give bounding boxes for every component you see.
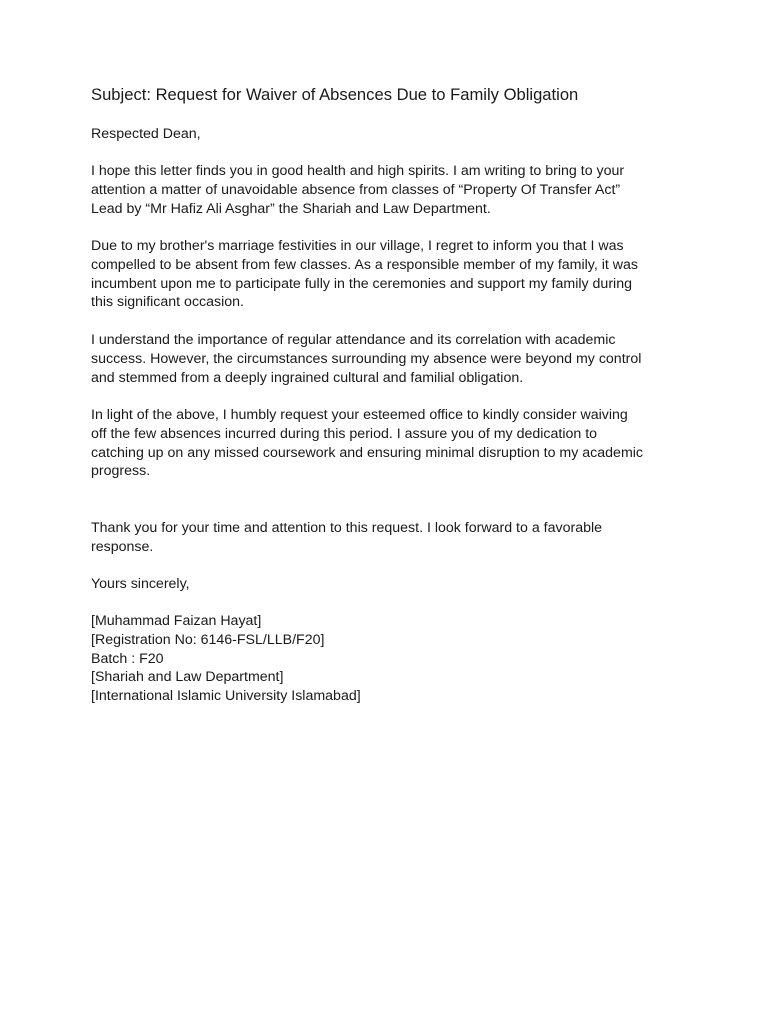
paragraph-line: progress. [91,463,151,480]
paragraph-line: catching up on any missed coursework and ensuring minimal disruption to my academic [91,444,644,461]
paragraph-thanks [91,519,691,557]
paragraph-line: In light of the above, I humbly request your esteemed office to kindly consider waiving [91,407,628,423]
letter-closing: Yours sincerely, [91,576,190,592]
paragraph-line: Lead by “Mr Hafiz Ali Asghar” the Shariah and Law Department. [91,200,491,217]
signature-block [91,612,691,706]
paragraph-understanding [91,331,691,387]
signature-registration: [Registration No: 6146-FSL/LLB/F20] [91,631,325,648]
letter-salutation: Respected Dean, [91,126,201,142]
signature-name: [Muhammad Faizan Hayat] [91,613,262,629]
paragraph-line: Due to my brother's marriage festivities in our village, I regret to inform you that I was [91,238,624,254]
paragraph-line: off the few absences incurred during this period. I assure you of my dedication to [91,425,598,442]
paragraph-line: compelled to be absent from few classes. As a responsible member of my family, it was [91,256,638,273]
paragraph-line: this significant occasion. [91,294,244,311]
paragraph-line: and stemmed from a deeply ingrained cultural and familial obligation. [91,369,524,386]
paragraph-request [91,406,691,481]
signature-university: [International Islamic University Islamabad] [91,688,361,705]
paragraph-line: success. However, the circumstances surrounding my absence were beyond my control [91,350,642,367]
paragraph-line: attention a matter of unavoidable absence from classes of “Property Of Transfer Act” [91,181,621,198]
paragraph-line: incumbent upon me to participate fully in the ceremonies and support my family during [91,275,632,292]
paragraph-line: response. [91,538,154,555]
paragraph-intro [91,162,691,218]
paragraph-reason [91,237,691,312]
paragraph-line: I understand the importance of regular attendance and its correlation with academic [91,332,616,348]
signature-batch: Batch : F20 [91,650,164,667]
signature-department: [Shariah and Law Department] [91,669,284,686]
paragraph-line: I hope this letter finds you in good health and high spirits. I am writing to bring to your [91,163,625,179]
paragraph-line: Thank you for your time and attention to this request. I look forward to a favorable [91,520,603,536]
letter-subject: Subject: Request for Waiver of Absences Due to Family Obligation [91,85,579,104]
